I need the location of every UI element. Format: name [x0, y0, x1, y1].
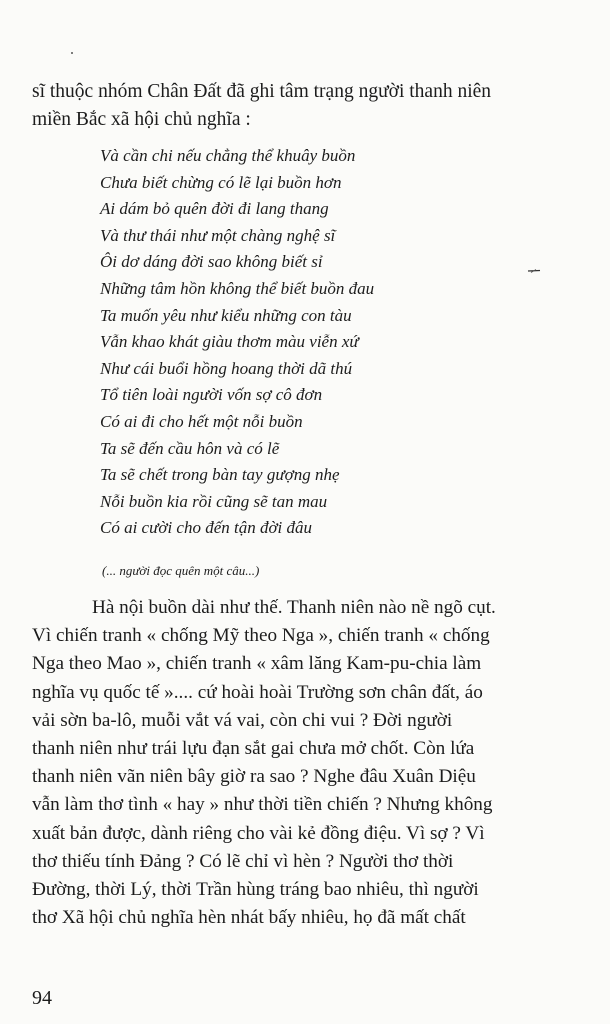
- poem-line: Ta sẽ chết trong bàn tay gượng nhẹ: [100, 465, 340, 485]
- body-paragraph: [32, 594, 584, 932]
- poem-line: Có ai đi cho hết một nỗi buồn: [100, 411, 303, 431]
- poem-line: Ai dám bỏ quên đời đi lang thang: [100, 199, 329, 219]
- poem-line: Có ai cười cho đến tận đời đâu: [100, 518, 313, 538]
- paragraph-line: thơ thiếu tính Đảng ? Có lẽ chỉ vì hèn ? Người thơ thời: [32, 850, 454, 872]
- intro-text: [32, 78, 582, 134]
- poem-line: Ta muốn yêu như kiểu những con tàu: [100, 305, 352, 325]
- paragraph-line: Đường, thời Lý, thời Trần hùng tráng bao nhiêu, thì người: [32, 879, 479, 901]
- ink-speck: [71, 52, 73, 54]
- intro-line: miền Bắc xã hội chủ nghĩa :: [32, 109, 251, 130]
- poem-line: Chưa biết chừng có lẽ lại buồn hơn: [100, 172, 342, 192]
- poem-line: Ta sẽ đến cầu hôn và có lẽ: [100, 438, 280, 458]
- paragraph-line: Nga theo Mao », chiến tranh « xâm lăng Kam-pu-chia làm: [32, 653, 482, 675]
- paragraph-line: nghĩa vụ quốc tế ».... cứ hoài hoài Trường sơn chân đất, áo: [32, 681, 483, 703]
- paragraph-line: Hà nội buồn dài như thế. Thanh niên nào nề ngõ cụt.: [92, 597, 496, 618]
- poem-line: Vẫn khao khát giàu thơm màu viễn xứ: [100, 332, 359, 352]
- poem-line: Tổ tiên loài người vốn sợ cô đơn: [100, 385, 323, 405]
- poem-line: Nỗi buồn kia rồi cũng sẽ tan mau: [100, 491, 328, 511]
- paragraph-line: thơ Xã hội chủ nghĩa hèn nhát bấy nhiêu, họ đã mất chất: [32, 907, 466, 929]
- paragraph-line: thanh niên vãn niên bây giờ ra sao ? Nghe đâu Xuân Diệu: [32, 766, 476, 788]
- page-number: 94: [32, 987, 52, 1009]
- paragraph-line: xuất bản được, dành riêng cho vài kẻ đồng điệu. Vì sợ ? Vì: [32, 822, 485, 844]
- intro-line: sĩ thuộc nhóm Chân Đất đã ghi tâm trạng người thanh niên: [32, 81, 492, 102]
- pen-mark: [527, 268, 541, 274]
- poem-line: Như cái buổi hồng hoang thời dã thú: [100, 358, 353, 378]
- poem-note: (... người đọc quên một câu...): [102, 563, 260, 578]
- poem-line: Và cần chi nếu chẳng thể khuây buồn: [100, 146, 356, 165]
- poem-line: Những tâm hồn không thể biết buồn đau: [100, 278, 375, 298]
- poem: [100, 143, 520, 542]
- paragraph-line: thanh niên như trái lựu đạn sắt gai chưa mở chốt. Còn lứa: [32, 738, 475, 760]
- poem-line: Và thư thái như một chàng nghệ sĩ: [100, 225, 336, 245]
- paragraph-line: vẫn làm thơ tình « hay » như thời tiền chiến ? Nhưng không: [32, 794, 493, 816]
- paragraph-line: Vì chiến tranh « chống Mỹ theo Nga », chiến tranh « chống: [32, 625, 490, 647]
- poem-line: Ôi dơ dáng đời sao không biết sỉ: [100, 252, 323, 272]
- paragraph-line: vải sờn ba-lô, muỗi vắt vá vai, còn chi vui ? Đời người: [32, 709, 453, 731]
